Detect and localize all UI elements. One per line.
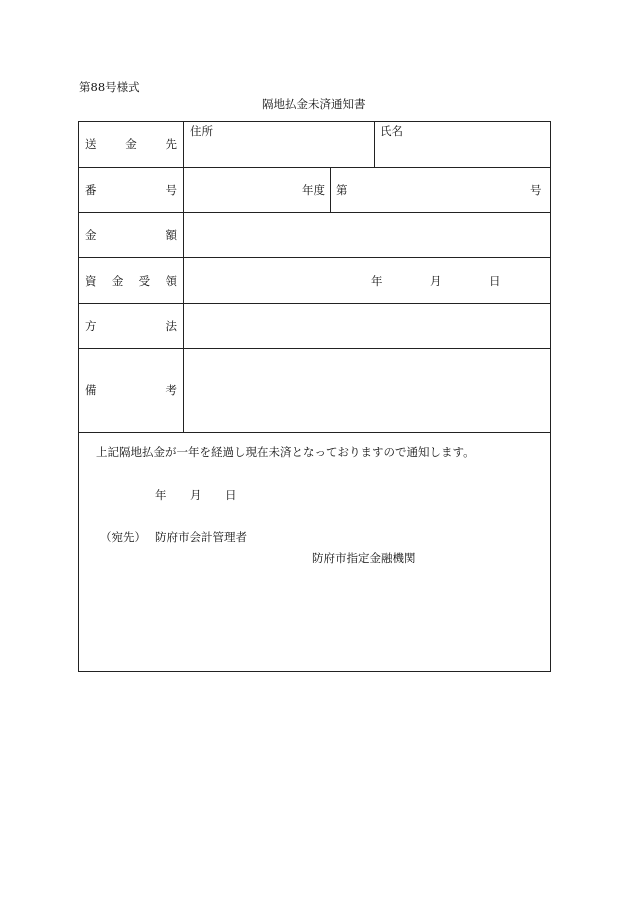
label-char: 方 [85, 319, 97, 333]
addressee-prefix: （宛先） [100, 530, 146, 544]
amount-field[interactable] [184, 213, 550, 257]
number-field[interactable] [348, 168, 528, 212]
label-char: 考 [165, 383, 177, 397]
row-divider [78, 432, 551, 433]
label-char: 金 [85, 228, 97, 242]
label-char: 号 [165, 183, 177, 197]
addressee: 防府市会計管理者 [155, 530, 247, 544]
label-char: 資 [85, 274, 97, 288]
notice-date-month: 月 [190, 488, 202, 502]
label-char: 受 [138, 274, 151, 288]
name-field[interactable] [375, 122, 550, 167]
label-recipient [85, 139, 177, 151]
document-title: 隔地払金未済通知書 [262, 97, 366, 111]
label-amount [85, 230, 177, 242]
label-char: 先 [165, 137, 177, 151]
remarks-field[interactable] [184, 349, 550, 432]
notice-date-day: 日 [225, 488, 237, 502]
label-char: 法 [165, 319, 177, 333]
year-number-divider [330, 167, 331, 212]
receipt-month-label: 月 [430, 274, 442, 288]
receipt-day-label: 日 [489, 274, 501, 288]
label-number [85, 185, 177, 197]
fiscal-year-label: 年度 [302, 183, 325, 197]
label-fund-receipt [85, 276, 177, 288]
label-char: 金 [111, 274, 124, 288]
label-char: 額 [165, 228, 177, 242]
address-field-label: 住所 [190, 124, 213, 138]
sender: 防府市指定金融機関 [312, 551, 416, 565]
number-dai-label: 第 [336, 183, 348, 197]
number-go-label: 号 [530, 183, 542, 197]
notice-date-year: 年 [155, 488, 167, 502]
name-field-label: 氏名 [380, 124, 403, 138]
notice-body: 上記隔地払金が一年を経過し現在未済となっておりますので通知します。 [96, 445, 475, 459]
label-char: 送 [85, 137, 97, 151]
label-char: 領 [165, 274, 177, 288]
label-method [85, 321, 177, 333]
label-char: 備 [85, 383, 97, 397]
address-field[interactable] [184, 122, 374, 167]
form-number: 第88号様式 [79, 80, 140, 94]
label-char: 金 [125, 137, 137, 151]
label-remarks [85, 385, 177, 397]
label-char: 番 [85, 183, 97, 197]
receipt-year-label: 年 [371, 274, 383, 288]
method-field[interactable] [184, 304, 550, 348]
